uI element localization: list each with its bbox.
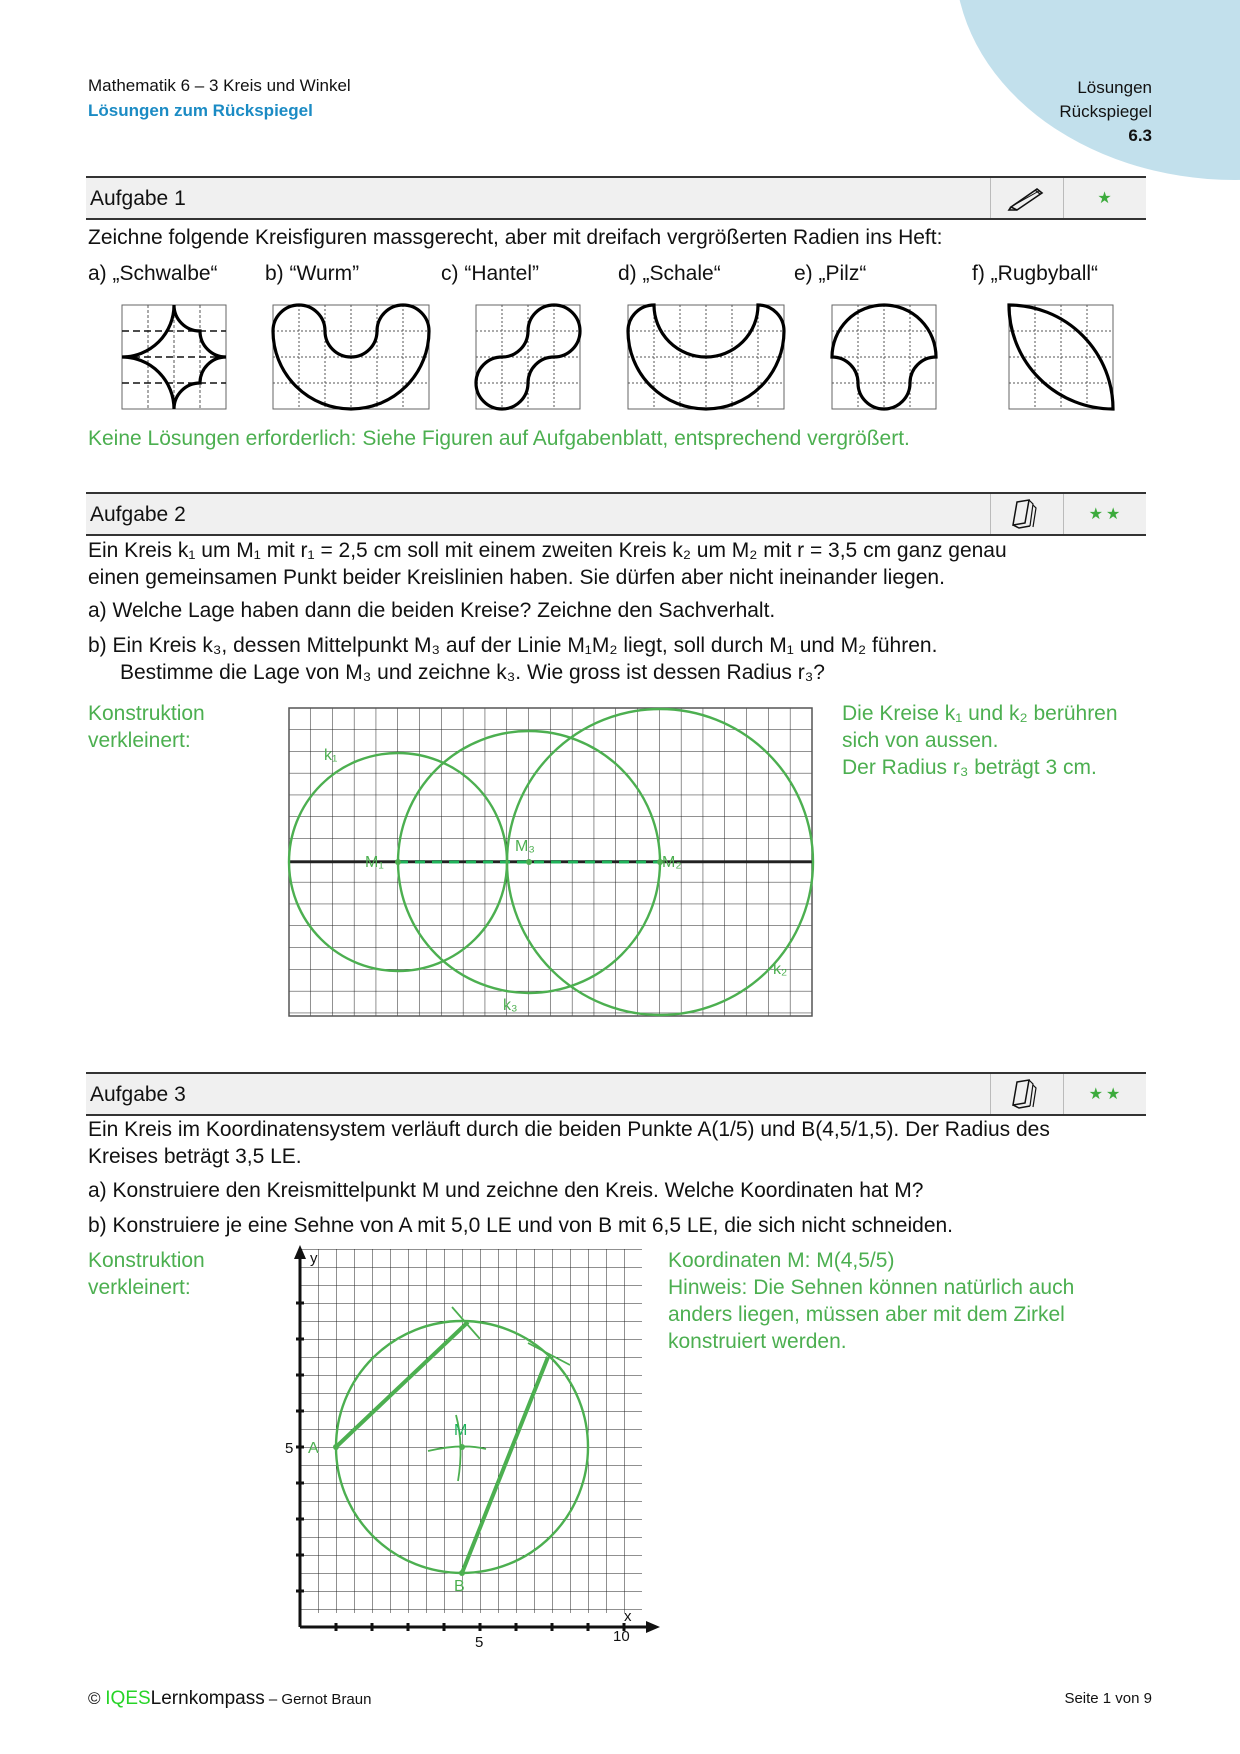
task-1-text: Zeichne folgende Kreisfiguren massgerecht, aber mit dreifach vergrößerten Radien ins Heft: [88,226,943,249]
label-m3: M₃ [515,838,535,855]
task-1-solution: Keine Lösungen erforderlich: Siehe Figuren auf Aufgabenblatt, entsprechend vergrößert. [88,427,910,450]
task-2-part-a: a) Welche Lage haben dann die beiden Kreise? Zeichne den Sachverhalt. [88,599,776,622]
tick-label-x5: 5 [475,1634,484,1651]
task-header-2 [86,492,1146,536]
header-right-block [1059,76,1152,148]
answer-line2: sich von aussen. [842,729,999,752]
section-number: 6.3 [1128,126,1152,145]
header-right-line1: Lösungen [1077,78,1152,97]
label-m: M [454,1422,468,1439]
construction-label-line1: Konstruktion [88,1249,205,1272]
task-label: Aufgabe 1 [90,187,186,210]
book-icon [990,1074,1064,1114]
pencil-icon [990,178,1064,218]
task-2-diagram [289,708,812,1016]
task-2-part-b-line1: b) Ein Kreis k₃, dessen Mittelpunkt M₃ auf der Linie M₁M₂ liegt, soll durch M₁ und M₂ führen. [88,634,938,657]
figure-schale [628,305,784,409]
task-3-diagram [270,1245,660,1651]
task-3-text-line2: Kreises beträgt 3,5 LE. [88,1145,302,1168]
book-icon [990,494,1064,534]
task-label: Aufgabe 2 [90,503,186,526]
footer-author: – Gernot Braun [264,1691,372,1708]
document-title: Mathematik 6 – 3 Kreis und Winkel [88,76,351,95]
label-m2: M₂ [662,854,682,871]
figure-rugbyball [1009,305,1113,409]
label-k2: k₂ [773,961,788,978]
difficulty-stars: ★ [1097,190,1115,207]
figure-pilz [832,305,936,409]
answer-line2: Hinweis: Die Sehnen können natürlich auch [668,1276,1075,1299]
header-right-line2: Rückspiegel [1059,102,1152,121]
axis-label-x: x [624,1608,632,1625]
figure-label-e: e) „Pilz“ [794,262,867,285]
construction-label-line2: verkleinert: [88,1276,191,1299]
task-label: Aufgabe 3 [90,1083,186,1106]
answer-line4: konstruiert werden. [668,1330,847,1353]
figure-hantel [476,305,580,409]
answer-line3: anders liegen, müssen aber mit dem Zirkel [668,1303,1065,1326]
construction-label [88,700,205,754]
figure-schwalbe [122,305,226,409]
difficulty-stars: ★★ [1088,1086,1124,1103]
label-k3: k₃ [503,997,518,1014]
figure-label-a: a) „Schwalbe“ [88,262,218,285]
task-2-answer [842,700,1118,781]
tick-label-x10: 10 [613,1628,630,1645]
figure-label-b: b) “Wurm” [265,262,360,285]
figure-label-f: f) „Rugbyball“ [972,262,1099,285]
answer-line3: Der Radius r₃ beträgt 3 cm. [842,756,1097,779]
figure-label-c: c) “Hantel” [441,262,540,285]
label-b: B [454,1578,465,1595]
task-2-text-line2: einen gemeinsamen Punkt beider Kreislinien haben. Sie dürfen aber nicht ineinander liegen. [88,566,945,589]
construction-label-line1: Konstruktion [88,702,205,725]
task-3-part-b: b) Konstruiere je eine Sehne von A mit 5,0 LE und von B mit 6,5 LE, die sich nicht schneiden. [88,1214,954,1237]
label-k1: k₁ [324,747,338,764]
answer-line1: Die Kreise k₁ und k₂ berühren [842,702,1118,725]
task-3-text-line1: Ein Kreis im Koordinatensystem verläuft durch die beiden Punkte A(1/5) und B(4,5/1,5). Der Radius des [88,1118,1050,1141]
figure-label-d: d) „Schale“ [618,262,721,285]
copyright-icon: © [88,1689,101,1708]
construction-label-line2: verkleinert: [88,729,191,752]
page-number: Seite 1 von 9 [1064,1690,1152,1707]
task-3-part-a: a) Konstruiere den Kreismittelpunkt M und zeichne den Kreis. Welche Koordinaten hat M? [88,1179,924,1202]
task-3-answer [668,1247,1074,1355]
task-header-3 [86,1072,1146,1116]
axis-label-y: y [310,1250,318,1267]
tick-label-y5: 5 [285,1440,294,1457]
label-a: A [308,1440,319,1457]
brand-highlight: IQES [105,1688,151,1709]
difficulty-stars: ★★ [1088,506,1124,523]
brand-rest: Lernkompass [150,1688,265,1709]
construction-label [88,1247,205,1301]
figure-wurm [273,305,429,409]
task-header-1 [86,176,1146,220]
task-2-text-line1: Ein Kreis k₁ um M₁ mit r₁ = 2,5 cm soll mit einem zweiten Kreis k₂ um M₂ mit r = 3,5 cm ganz genau [88,539,1007,562]
document-subtitle: Lösungen zum Rückspiegel [88,101,313,120]
answer-line1: Koordinaten M: M(4,5/5) [668,1249,895,1272]
footer-copyright [88,1688,371,1710]
task-2-part-b-line2: Bestimme die Lage von M₃ und zeichne k₃. Wie gross ist dessen Radius r₃? [120,661,825,684]
label-m1: M₁ [365,854,384,871]
